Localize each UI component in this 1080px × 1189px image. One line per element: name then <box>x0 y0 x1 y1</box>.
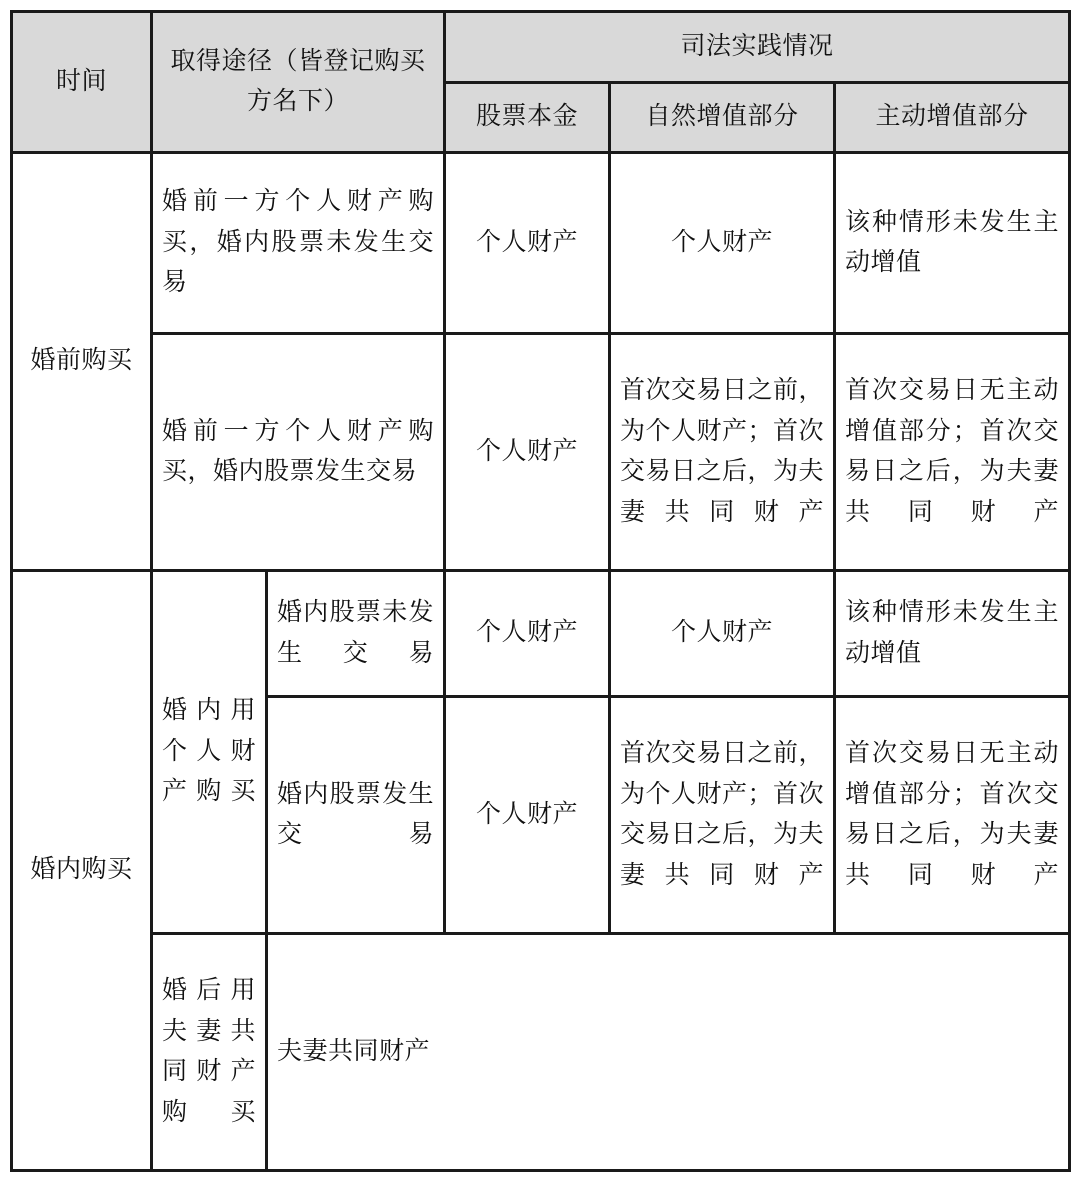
header-cell-stock-principal: 股票本金 <box>445 82 610 153</box>
natural-appreciation-cell: 首次交易日之前，为个人财产；首次交易日之后，为夫妻共同财产 <box>610 697 835 934</box>
merged-result-cell: 夫妻共同财产 <box>267 934 1070 1171</box>
header-cell-judicial-practice: 司法实践情况 <box>445 12 1070 83</box>
header-cell-acquisition-path: 取得途径（皆登记购买方名下） <box>152 12 445 153</box>
active-appreciation-cell: 该种情形未发生主动增值 <box>835 153 1070 334</box>
active-appreciation-cell: 首次交易日无主动增值部分；首次交易日之后，为夫妻共同财产 <box>835 697 1070 934</box>
time-group-label-premarital: 婚前购买 <box>12 153 152 571</box>
natural-appreciation-cell: 个人财产 <box>610 153 835 334</box>
table-row <box>12 334 1070 571</box>
legal-comparison-table-container <box>10 10 1068 1172</box>
header-cell-active-appreciation: 主动增值部分 <box>835 82 1070 153</box>
header-row-top <box>12 12 1070 83</box>
acquisition-path-cell: 婚内股票发生交易 <box>267 697 445 934</box>
acquisition-path-cell: 婚前一方个人财产购买，婚内股票未发生交易 <box>152 153 445 334</box>
acquisition-path-cell: 婚前一方个人财产购买，婚内股票发生交易 <box>152 334 445 571</box>
active-appreciation-cell: 该种情形未发生主动增值 <box>835 571 1070 697</box>
table-row <box>12 571 1070 697</box>
natural-appreciation-cell: 首次交易日之前，为个人财产；首次交易日之后，为夫妻共同财产 <box>610 334 835 571</box>
active-appreciation-cell: 首次交易日无主动增值部分；首次交易日之后，为夫妻共同财产 <box>835 334 1070 571</box>
legal-comparison-table <box>10 10 1071 1172</box>
natural-appreciation-cell: 个人财产 <box>610 571 835 697</box>
stock-principal-cell: 个人财产 <box>445 334 610 571</box>
acquisition-path-group-personal-funds: 婚内用个人财产购买 <box>152 571 267 934</box>
table-row <box>12 153 1070 334</box>
table-row <box>12 934 1070 1171</box>
stock-principal-cell: 个人财产 <box>445 153 610 334</box>
stock-principal-cell: 个人财产 <box>445 697 610 934</box>
header-cell-natural-appreciation: 自然增值部分 <box>610 82 835 153</box>
acquisition-path-group-joint-funds: 婚后用夫妻共同财产购买 <box>152 934 267 1171</box>
acquisition-path-cell: 婚内股票未发生交易 <box>267 571 445 697</box>
stock-principal-cell: 个人财产 <box>445 571 610 697</box>
time-group-label-during-marriage: 婚内购买 <box>12 571 152 1171</box>
header-cell-time: 时间 <box>12 12 152 153</box>
